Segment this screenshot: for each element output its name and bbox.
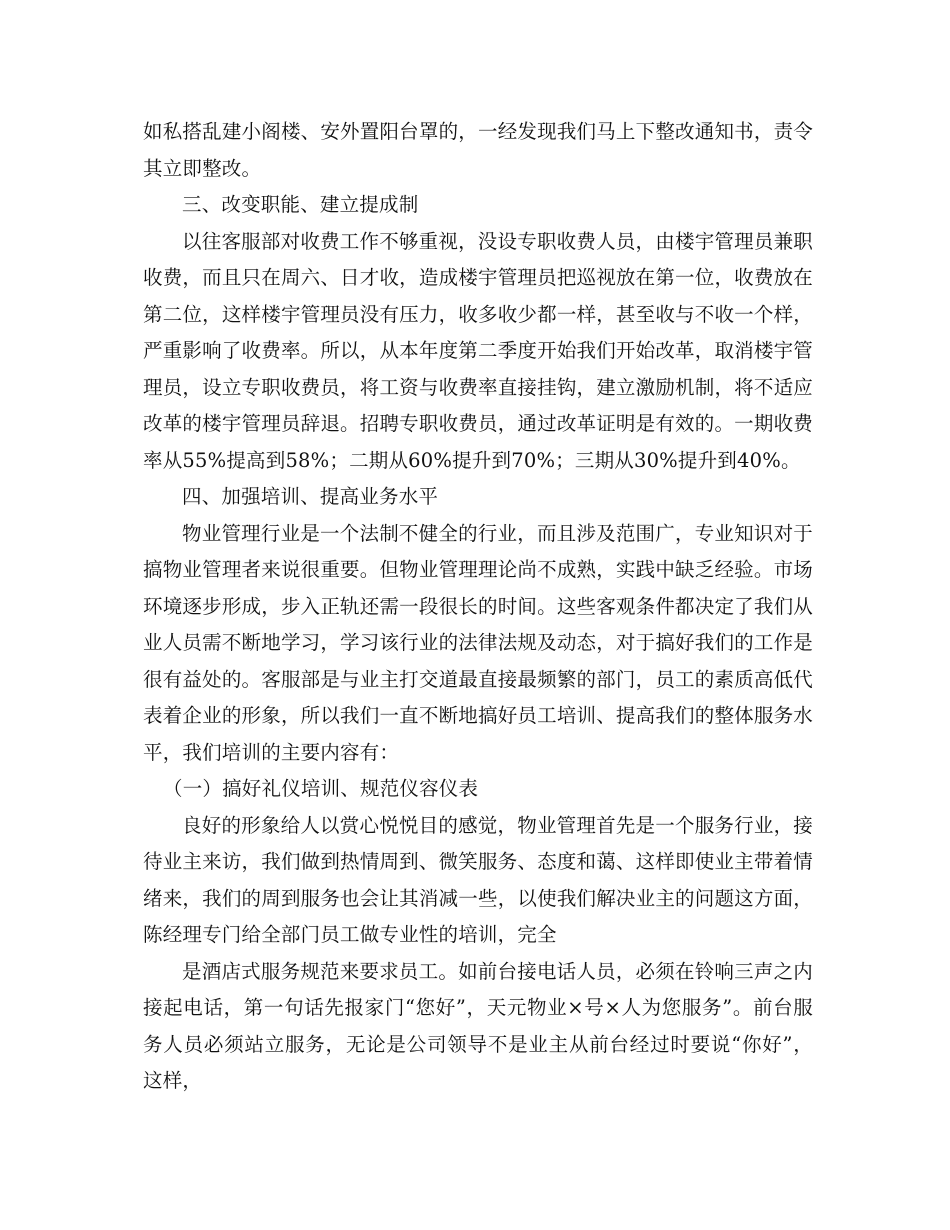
paragraph-etiquette: 良好的形象给人以赏心悦悦目的感觉，物业管理首先是一个服务行业，接待业主来访，我们做到热情周到、微笑服务、态度和蔼、这样即使业主带着情绪来，我们的周到服务也会让其消减一些，以使我们解决业主的问题这方面，陈经理专门给全部门员工做专业性的培训，完全 xyxy=(143,813,813,946)
document-body xyxy=(143,114,813,1100)
paragraph-fee-reform: 以往客服部对收费工作不够重视，没设专职收费人员，由楼宇管理员兼职收费，而且只在周六、日才收，造成楼宇管理员把巡视放在第一位，收费放在第二位，这样楼宇管理员没有压力，收多收少都一样，甚至收与不收一个样，严重影响了收费率。所以，从本年度第二季度开始我们开始改革，取消楼宇管理员，设立专职收费员，将工资与收费率直接挂钩，建立激励机制，将不适应改革的楼宇管理员辞退。招聘专职收费员，通过改革证明是有效的。一期收费率从55%提高到58%；二期从60%提升到70%；三期从30%提升到40%。 xyxy=(143,229,813,472)
paragraph-hotel-standard: 是酒店式服务规范来要求员工。如前台接电话人员，必须在铃响三声之内接起电话，第一句话先报家门“您好”，天元物业×号×人为您服务”。前台服务人员必须站立服务，无论是公司领导不是业主从前台经过时要说“你好”，这样， xyxy=(143,959,813,1092)
section-heading-3: 三、改变职能、建立提成制 xyxy=(182,193,419,216)
section-heading-4: 四、加强培训、提高业务水平 xyxy=(182,485,439,508)
paragraph-training: 物业管理行业是一个法制不健全的行业，而且涉及范围广，专业知识对于搞物业管理者来说很重要。但物业管理理论尚不成熟，实践中缺乏经验。市场环境逐步形成，步入正轨还需一段很长的时间。这些客观条件都决定了我们从业人员需不断地学习，学习该行业的法律法规及动态，对于搞好我们的工作是很有益处的。客服部是与业主打交道最直接最频繁的部门，员工的素质高低代表着企业的形象，所以我们一直不断地搞好员工培训、提高我们的整体服务水平，我们培训的主要内容有： xyxy=(143,521,813,764)
paragraph-continuation: 如私搭乱建小阁楼、安外置阳台罩的，一经发现我们马上下整改通知书，责令其立即整改。 xyxy=(143,120,813,180)
subsection-heading-1: （一）搞好礼仪培训、规范仪容仪表 xyxy=(163,777,479,800)
